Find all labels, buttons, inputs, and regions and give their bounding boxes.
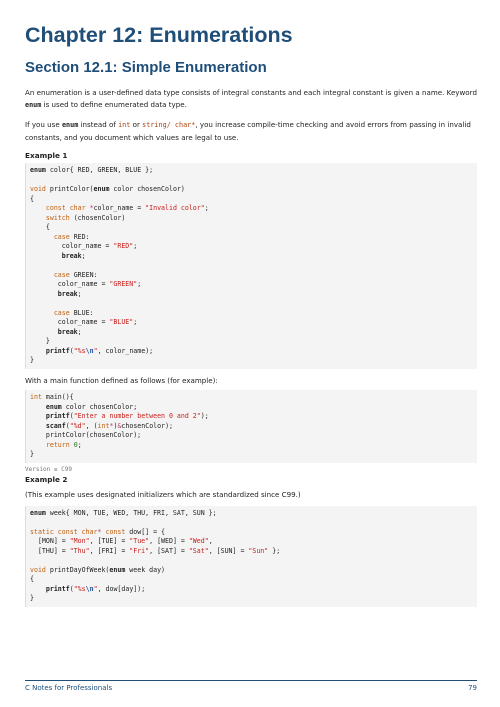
code-token: } xyxy=(30,450,34,459)
code-line xyxy=(30,393,473,403)
inline-code-enum: enum xyxy=(25,100,42,109)
code-line xyxy=(30,518,473,528)
code-token: color chosenColor; xyxy=(61,402,138,411)
code-token: color_name = xyxy=(30,280,110,289)
code-token: ) xyxy=(113,421,118,430)
code-token: "Fri" xyxy=(129,546,150,555)
code-token: color_name = xyxy=(30,318,110,327)
footer-page-number: 79 xyxy=(468,684,477,692)
code-token: scanf xyxy=(45,421,66,430)
code-token: , color_name); xyxy=(97,346,154,355)
intro-paragraph-2 xyxy=(25,119,477,143)
code-token: color chosenColor) xyxy=(109,185,185,194)
code-token: ; xyxy=(133,242,138,251)
code-token: ( xyxy=(69,346,74,355)
code-token xyxy=(30,271,54,279)
code-token: ); xyxy=(200,412,209,421)
code-line xyxy=(30,242,473,252)
code-token: ; xyxy=(77,327,82,336)
code-token: ; xyxy=(77,440,82,449)
code-token: "RED" xyxy=(113,242,134,251)
code-token xyxy=(30,403,46,411)
code-token: 0 xyxy=(73,440,78,449)
code-line xyxy=(30,566,473,576)
page-content xyxy=(25,22,477,607)
code-token xyxy=(30,347,46,355)
code-line xyxy=(30,337,473,347)
code-token: case xyxy=(53,308,70,317)
code-token: { xyxy=(30,575,34,584)
code-line xyxy=(30,195,473,205)
code-line xyxy=(30,299,473,309)
code-token: const char xyxy=(45,204,86,213)
code-token: ; xyxy=(81,251,86,260)
code-token: , [SUN] = xyxy=(208,546,249,555)
code-token: [MON] = xyxy=(30,537,70,546)
code-token: break xyxy=(57,327,78,336)
code-token xyxy=(30,412,46,420)
code-token: "%s xyxy=(73,346,86,355)
code-token: RED: xyxy=(69,232,90,241)
code-token: int xyxy=(30,393,42,402)
between-text: With a main function defined as follows (for example): xyxy=(25,375,218,385)
code-line xyxy=(30,556,473,566)
code-line xyxy=(30,422,473,432)
code-token: "Tue" xyxy=(129,537,150,546)
code-line xyxy=(30,575,473,585)
code-token: enum xyxy=(109,565,126,574)
code-line xyxy=(30,537,473,547)
code-line xyxy=(30,403,473,413)
inline-code-enum: enum xyxy=(61,121,79,130)
chapter-title: Chapter 12: Enumerations xyxy=(25,23,293,47)
code-token: ; xyxy=(137,280,142,289)
code-line xyxy=(30,280,473,290)
code-token: "Wed" xyxy=(188,537,209,546)
code-token: color_name = xyxy=(30,242,114,251)
code-token: ; xyxy=(133,318,138,327)
code-token: " xyxy=(93,584,98,593)
code-line xyxy=(30,328,473,338)
intro-text: An enumeration is a user-defined data type consists of integral constants and each integral constant is given a name. Keyword xyxy=(25,88,477,97)
code-line xyxy=(30,594,473,604)
intro-text: , you increase compile-time checking and avoid errors from passing in invalid constants, and you document which values are legal to use. xyxy=(25,120,471,142)
code-token: ( xyxy=(69,412,74,421)
code-token xyxy=(30,422,46,430)
code-token: chosenColor); xyxy=(121,421,174,430)
code-token: "GREEN" xyxy=(109,280,138,289)
code-token: printf xyxy=(45,584,70,593)
code-token: "%d" xyxy=(69,421,86,430)
code-line xyxy=(30,233,473,243)
code-token: GREEN: xyxy=(69,270,98,279)
code-token: } xyxy=(30,356,34,365)
code-line xyxy=(30,290,473,300)
inline-code-int: int xyxy=(118,121,131,130)
code-token: "Invalid color" xyxy=(145,204,205,213)
intro-text: instead of xyxy=(78,120,119,130)
code-token: enum xyxy=(30,166,46,175)
code-block-example-2 xyxy=(25,506,477,607)
code-token: ( xyxy=(65,421,70,430)
code-token: ; xyxy=(204,204,209,213)
code-line xyxy=(30,271,473,281)
code-line xyxy=(30,176,473,186)
code-token: printColor( xyxy=(45,185,94,194)
code-token: \n xyxy=(85,346,94,355)
version-note: Version ≥ C99 xyxy=(25,465,72,473)
code-token: { xyxy=(30,223,50,232)
code-block-example-1 xyxy=(25,163,477,369)
intro-text: If you use xyxy=(25,120,62,130)
page-footer xyxy=(25,680,477,692)
code-token: case xyxy=(53,232,70,241)
code-token xyxy=(30,290,58,298)
footer-book-title: C Notes for Professionals xyxy=(25,684,113,692)
code-token: ; xyxy=(77,289,82,298)
code-line xyxy=(30,431,473,441)
code-token: } xyxy=(30,594,34,603)
code-token: , xyxy=(208,537,213,546)
code-token: ( xyxy=(69,584,74,593)
code-token xyxy=(30,441,46,449)
code-line xyxy=(30,412,473,422)
code-token: int xyxy=(97,421,110,430)
code-token: "Sat" xyxy=(188,546,209,555)
example-1-label: Example 1 xyxy=(25,151,68,161)
code-token: "Enter a number between 0 and 2" xyxy=(73,412,201,421)
code-token: void xyxy=(30,185,46,194)
code-line xyxy=(30,309,473,319)
code-token: , dow[day]); xyxy=(97,584,146,593)
example-2-label: Example 2 xyxy=(25,474,68,484)
intro-text: or xyxy=(130,120,143,130)
code-token: , ( xyxy=(85,421,98,430)
code-token: week{ MON, TUE, WED, THU, FRI, SAT, SUN }; xyxy=(45,508,217,517)
code-token: const xyxy=(105,527,126,536)
code-token xyxy=(30,309,54,317)
code-line xyxy=(30,261,473,271)
code-token: switch xyxy=(45,213,70,222)
code-token: break xyxy=(61,251,82,260)
code-token: void xyxy=(30,565,46,574)
code-token: (chosenColor) xyxy=(69,213,126,222)
code-token: "%s xyxy=(73,584,86,593)
code-token: printf xyxy=(45,346,70,355)
code-line xyxy=(30,223,473,233)
code-token: printf xyxy=(45,412,70,421)
code-line xyxy=(30,356,473,366)
code-token: { xyxy=(30,194,34,203)
intro-paragraph-1 xyxy=(25,87,477,111)
code-token: "Sun" xyxy=(248,546,269,555)
code-token: color{ RED, GREEN, BLUE }; xyxy=(45,166,154,175)
code-token xyxy=(30,204,46,212)
code-line xyxy=(30,585,473,595)
code-token xyxy=(30,328,58,336)
code-token: * xyxy=(89,204,94,213)
code-line xyxy=(30,509,473,519)
intro-text: is used to define enumerated data type. xyxy=(41,99,187,109)
code-token: color_name = xyxy=(93,204,146,213)
section-title: Section 12.1: Simple Enumeration xyxy=(25,59,267,76)
code-token: "Mon" xyxy=(69,537,90,546)
code-line xyxy=(30,547,473,557)
code-token: * xyxy=(97,527,102,536)
code-token: static const char xyxy=(30,527,98,536)
code-token: }; xyxy=(268,546,281,555)
code-token: , [WED] = xyxy=(149,537,189,546)
code-line xyxy=(30,441,473,451)
code-block-main xyxy=(25,390,477,463)
code-token: enum xyxy=(93,185,110,194)
code-token: main(){ xyxy=(41,393,74,402)
code-token: \n xyxy=(85,584,94,593)
code-token xyxy=(30,585,46,593)
code-token: case xyxy=(53,270,70,279)
code-line xyxy=(30,214,473,224)
code-token: , [FRI] = xyxy=(89,546,130,555)
code-token xyxy=(30,214,46,222)
code-token: } xyxy=(30,337,50,346)
code-token: enum xyxy=(45,402,62,411)
code-token: & xyxy=(117,421,122,430)
code-token: [THU] = xyxy=(30,546,70,555)
code-token: "Thu" xyxy=(69,546,90,555)
inline-code-string: string/ char* xyxy=(142,121,196,130)
code-line xyxy=(30,450,473,460)
code-token: printColor(chosenColor); xyxy=(30,431,142,440)
code-token xyxy=(30,233,54,241)
code-token: dow[] = { xyxy=(125,527,166,536)
code-token: enum xyxy=(30,508,46,517)
code-token: break xyxy=(57,289,78,298)
code-line xyxy=(30,204,473,214)
code-token: return xyxy=(45,440,70,449)
code-token: , [TUE] = xyxy=(89,537,130,546)
code-token: , [SAT] = xyxy=(149,546,189,555)
example-2-note: (This example uses designated initializers which are standardized since C99.) xyxy=(25,489,301,499)
code-token: " xyxy=(93,346,98,355)
code-token: BLUE: xyxy=(69,308,94,317)
code-token: "BLUE" xyxy=(109,318,134,327)
code-token xyxy=(30,252,62,260)
code-line xyxy=(30,528,473,538)
code-line xyxy=(30,318,473,328)
code-line xyxy=(30,166,473,176)
code-token: printDayOfWeek( xyxy=(45,565,110,574)
code-line xyxy=(30,347,473,357)
code-line xyxy=(30,185,473,195)
code-token: week day) xyxy=(125,565,166,574)
code-token: * xyxy=(109,421,114,430)
code-line xyxy=(30,252,473,262)
